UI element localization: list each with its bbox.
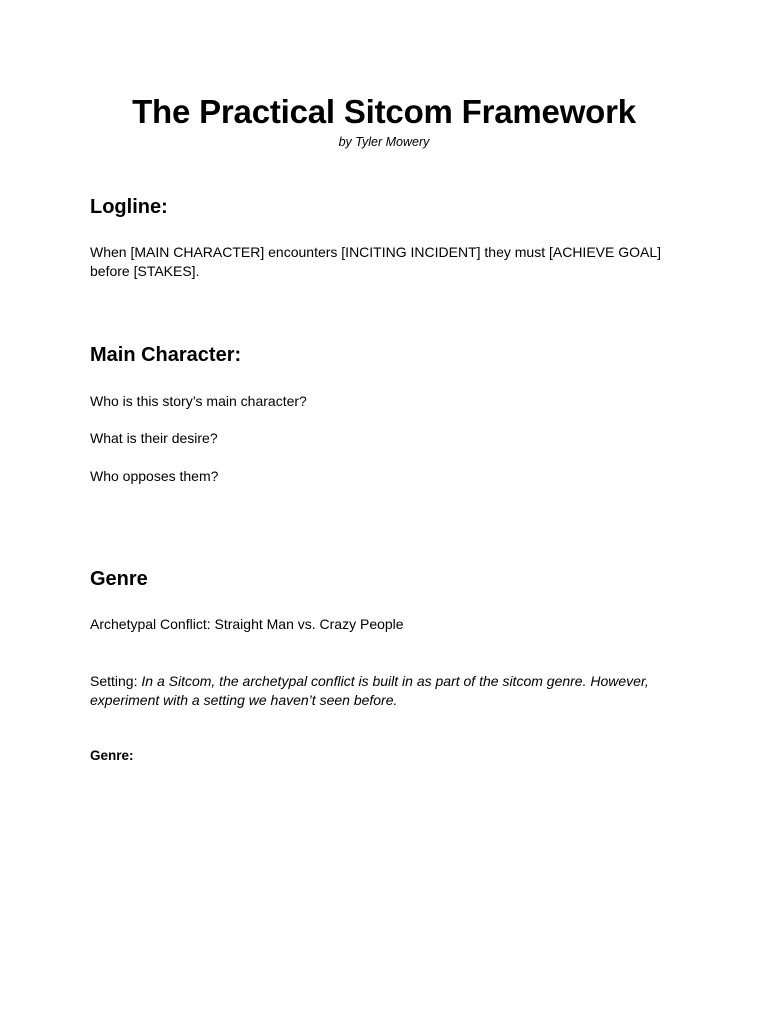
- genre-heading: Genre: [90, 568, 148, 590]
- main-character-question: Who is this story’s main character?: [90, 393, 307, 409]
- setting-paragraph: [90, 672, 670, 710]
- setting-text: In a Sitcom, the archetypal conflict is built in as part of the sitcom genre. However, experiment with a setting we haven’t seen before.: [90, 673, 649, 708]
- genre-label: Genre:: [90, 748, 134, 763]
- logline-heading: Logline:: [90, 196, 168, 218]
- archetypal-conflict-text: Archetypal Conflict: Straight Man vs. Crazy People: [90, 616, 404, 632]
- main-character-question: What is their desire?: [90, 430, 218, 446]
- main-character-heading: Main Character:: [90, 344, 242, 366]
- document-title: The Practical Sitcom Framework: [132, 93, 636, 130]
- document-byline: by Tyler Mowery: [338, 135, 430, 149]
- setting-label: Setting:: [90, 673, 142, 689]
- logline-text: When [MAIN CHARACTER] encounters [INCITING INCIDENT] they must [ACHIEVE GOAL] before [STAKES].: [90, 244, 662, 279]
- main-character-question: Who opposes them?: [90, 468, 219, 484]
